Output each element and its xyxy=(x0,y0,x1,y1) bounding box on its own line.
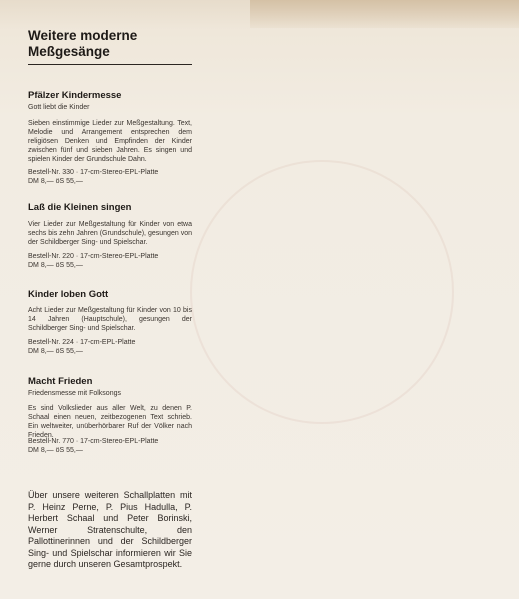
order-info xyxy=(28,168,192,186)
section-title-macht-frieden: Macht Frieden xyxy=(28,376,93,387)
section-title-kinder-loben-gott: Kinder loben Gott xyxy=(28,289,109,300)
page-title xyxy=(28,28,192,60)
record-ring-imprint xyxy=(190,160,454,424)
order-number: Bestell-Nr. 220 · 17-cm-Stereo-EPL-Platte xyxy=(28,253,159,260)
order-number: Bestell-Nr. 770 · 17-cm-Stereo-EPL-Platte xyxy=(28,438,159,445)
section-title-pfaelzer-kindermesse: Pfälzer Kindermesse xyxy=(28,90,122,101)
title-divider xyxy=(28,64,192,65)
section-description: Sieben einstimmige Lieder zur Meßgestaltung. Text, Melodie und Arrangement entsprechen dem religiösen Denken und Empfinden der Kinder zwischen fünf und sieben Jahren. Es singen und spielen Kinder der Grundschule Dahn. xyxy=(28,120,192,163)
order-info xyxy=(28,338,192,356)
section-description: Acht Lieder zur Meßgestaltung für Kinder von 10 bis 14 Jahren (Hauptschule), gesungen der Schildberger Sing- und Spielschar. xyxy=(28,307,192,332)
section-subtitle: Friedensmesse mit Folksongs xyxy=(28,390,121,397)
page-title-line1: Weitere moderne xyxy=(28,28,138,43)
price: DM 8,— öS 55,— xyxy=(28,447,83,454)
section-description: Vier Lieder zur Meßgestaltung für Kinder von etwa sechs bis zehn Jahren (Grundschule), gesungen von der Schildberger Sing- und Spielschar. xyxy=(28,221,192,246)
order-info xyxy=(28,437,192,455)
price: DM 8,— öS 55,— xyxy=(28,178,83,185)
section-title-lass-die-kleinen-singen: Laß die Kleinen singen xyxy=(28,202,132,213)
price: DM 8,— öS 55,— xyxy=(28,262,83,269)
price: DM 8,— öS 55,— xyxy=(28,348,83,355)
page-title-line2: Meßgesänge xyxy=(28,44,110,59)
paper-stain xyxy=(250,0,519,28)
order-number: Bestell-Nr. 330 · 17-cm-Stereo-EPL-Platte xyxy=(28,169,159,176)
section-description: Es sind Volkslieder aus aller Welt, zu denen P. Schaal einen neuen, zeitbezogenen Text schrieb. Ein weltweiter, unüberhörbarer Ruf der Völker nach Frieden. xyxy=(28,405,192,439)
footer-note: Über unsere weiteren Schallplatten mit P. Heinz Perne, P. Pius Hadulla, P. Herbert Schaal und Peter Borinski, Werner Stratenschulte, den Pallottinerinnen und der Schildberger Sing- und Spielschar informieren wir Sie gerne durch unseren Gesamtprospekt. xyxy=(28,490,192,569)
order-number: Bestell-Nr. 224 · 17-cm-EPL-Platte xyxy=(28,339,136,346)
order-info xyxy=(28,252,192,270)
section-subtitle: Gott liebt die Kinder xyxy=(28,104,90,111)
